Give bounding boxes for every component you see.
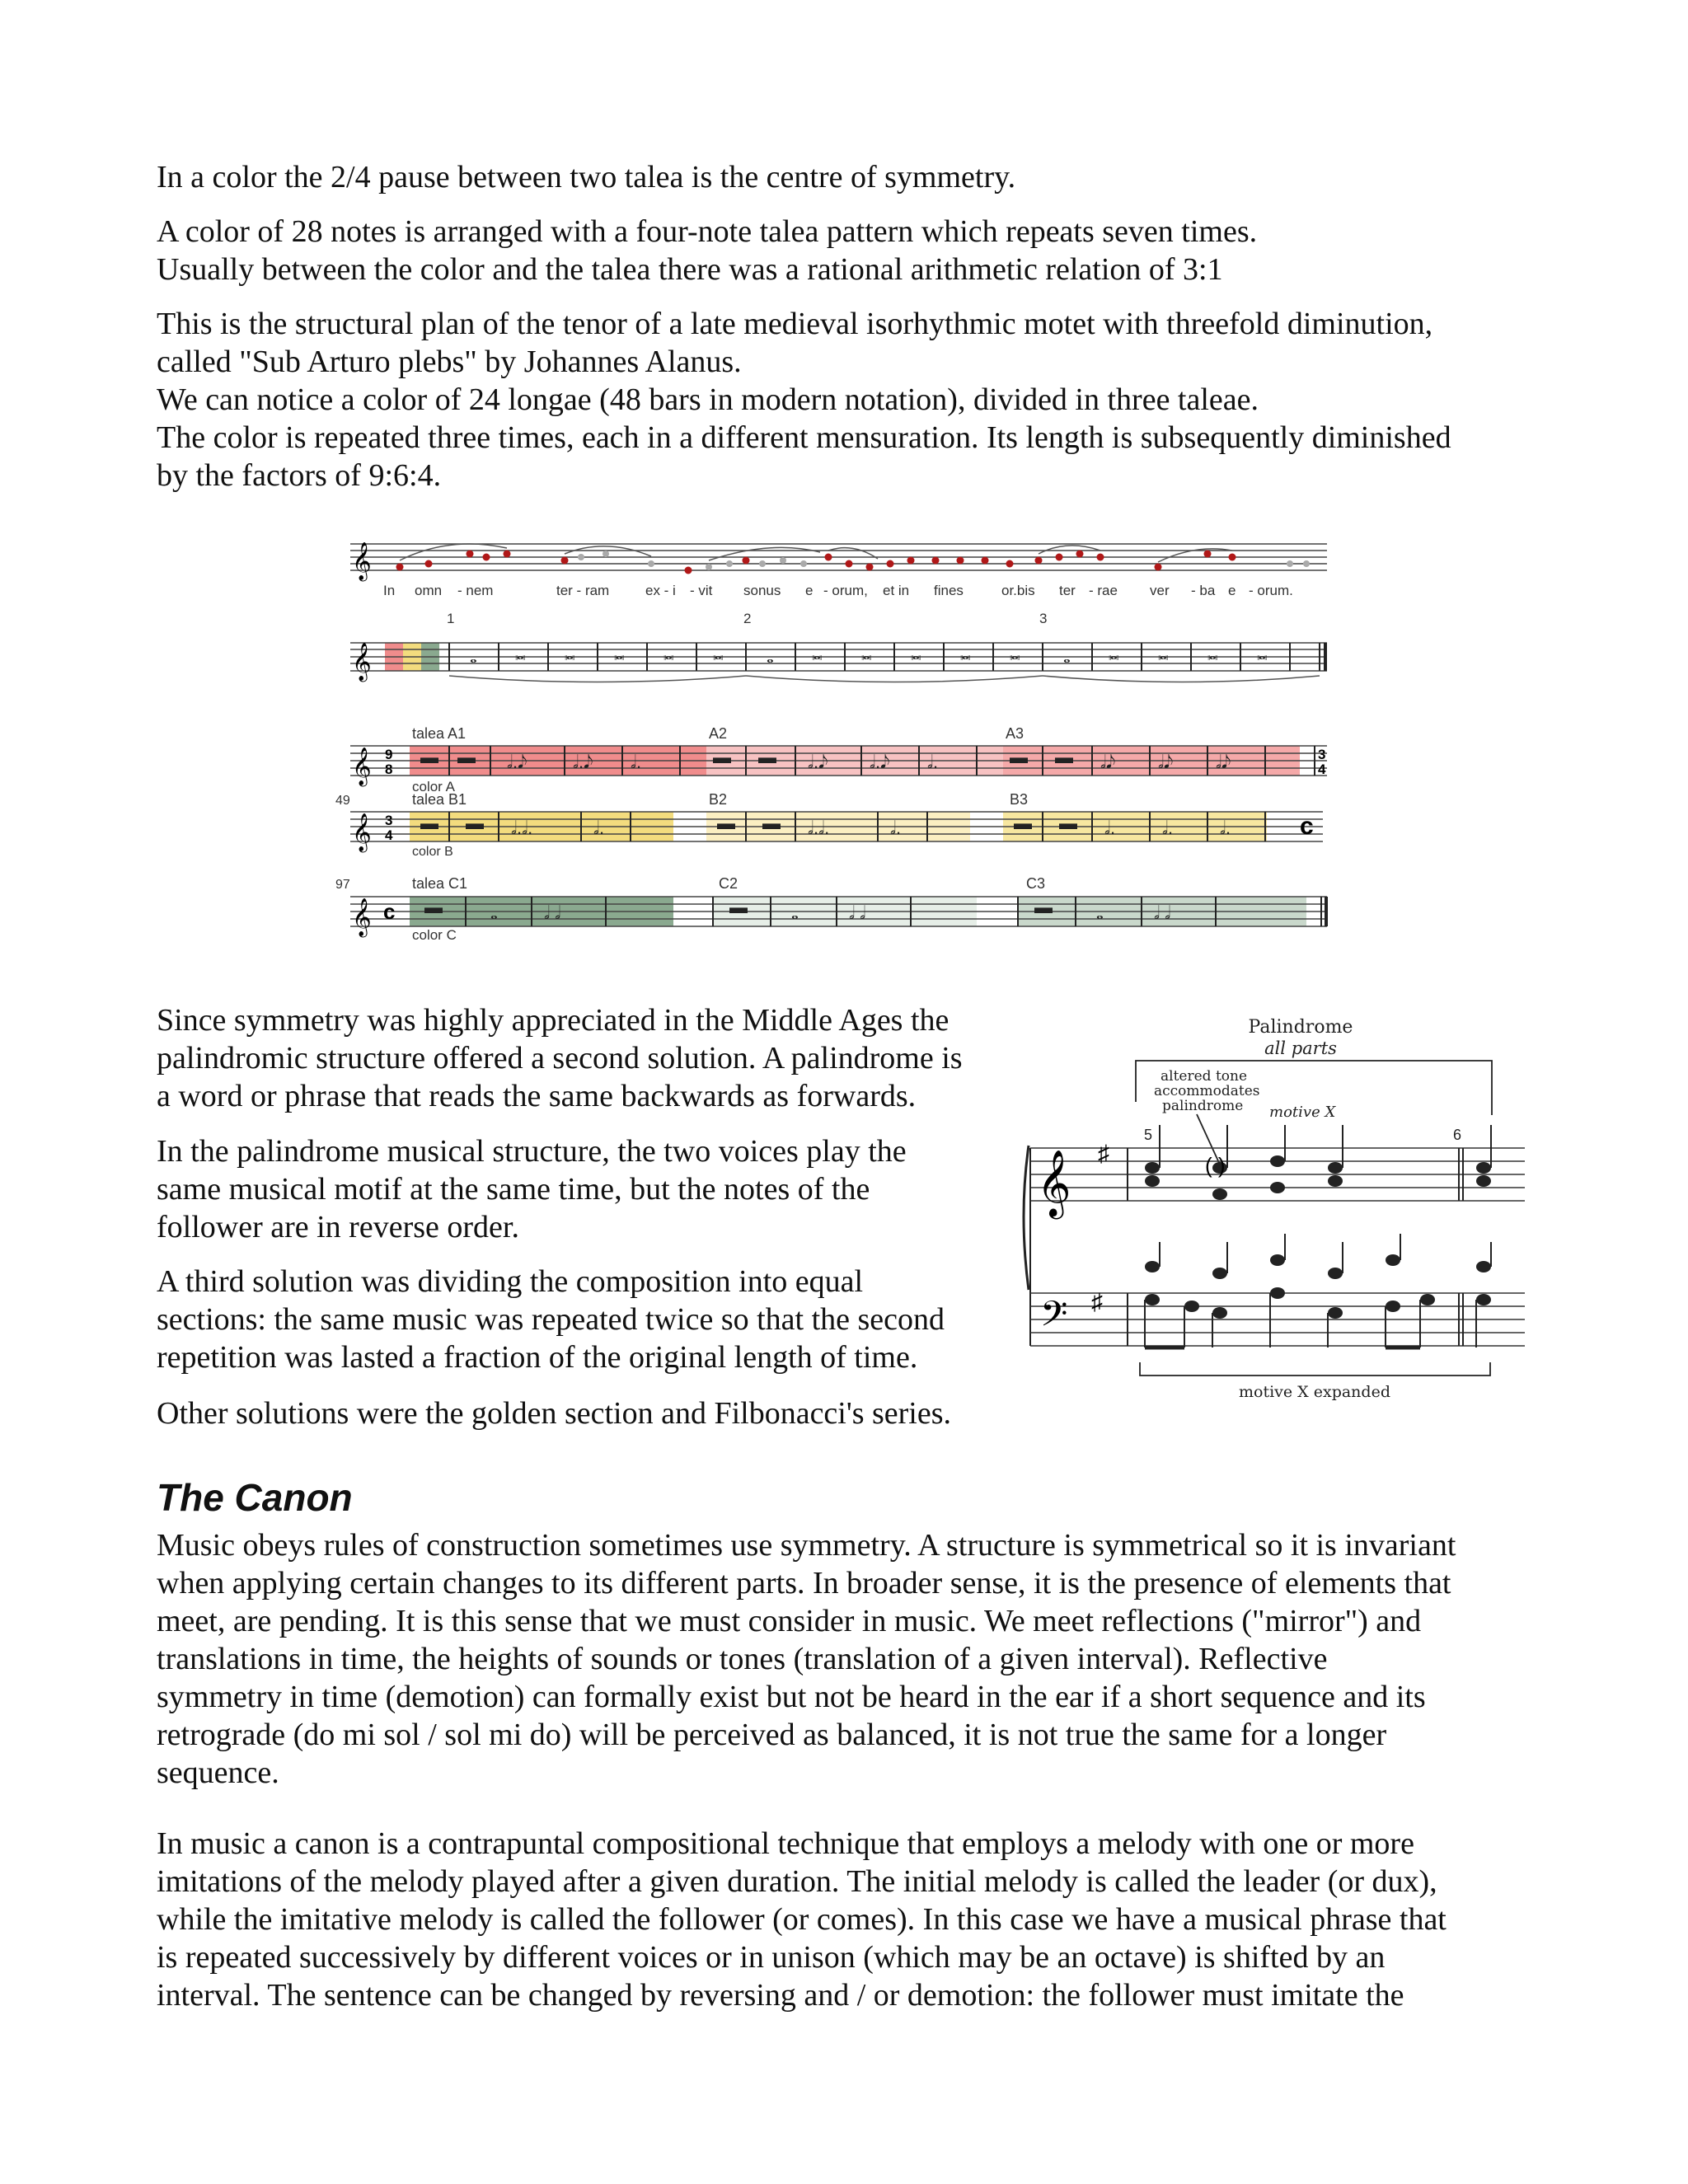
text-line: sequence. <box>157 1755 279 1790</box>
svg-text:▬: ▬ <box>1059 813 1077 833</box>
measure-number: 6 <box>1453 1127 1462 1143</box>
lyric: ter - ram <box>556 583 610 598</box>
text-line: The color is repeated three times, each in a different mensuration. Its length is subsequently diminished <box>157 420 1451 455</box>
svg-text:𝅜: 𝅜 <box>960 643 971 663</box>
svg-text:𝅗𝅥𝅘𝅥𝅮: 𝅗𝅥𝅘𝅥𝅮 <box>1158 752 1174 772</box>
talea-label: talea C1 <box>412 875 468 892</box>
paragraph-palindrome-structure <box>157 1132 1030 1246</box>
measure-number: 97 <box>335 878 350 892</box>
measure-number: 49 <box>335 794 350 808</box>
annotation-line: accommodates <box>1154 1083 1260 1099</box>
svg-text:𝅜: 𝅜 <box>1158 643 1169 663</box>
svg-text:▬: ▬ <box>717 813 735 833</box>
chant-staff <box>350 542 1327 598</box>
svg-text:𝅜: 𝅜 <box>911 643 921 663</box>
text-line: when applying certain changes to its different parts. In broader sense, it is the presence of elements that <box>157 1566 1451 1601</box>
svg-text:𝅜: 𝅜 <box>515 643 526 663</box>
svg-text:▬: ▬ <box>1055 747 1073 767</box>
lyric: ver <box>1150 583 1170 598</box>
lyric: ex - i <box>645 583 676 598</box>
text-line: is repeated successively by different voices or in unison (which may be an octave) is shifted by an <box>157 1940 1386 1975</box>
svg-text:▬: ▬ <box>729 897 748 917</box>
text-line: In the palindrome musical structure, the two voices play the <box>157 1134 907 1169</box>
svg-text:𝅝: 𝅝 <box>470 646 477 667</box>
paragraph-structural-plan <box>157 305 1541 494</box>
svg-text:𝅜: 𝅜 <box>861 643 872 663</box>
text-line: while the imitative melody is called the follower (or comes). In this case we have a musical phrase that <box>157 1902 1447 1937</box>
figure-title: Palindrome <box>1248 1017 1353 1038</box>
lyric: - ba <box>1191 583 1216 598</box>
paragraph-symmetry-centre: In a color the 2/4 pause between two talea is the centre of symmetry. <box>157 160 1016 194</box>
section-number: 2 <box>743 611 752 626</box>
time-signature: 3 <box>385 813 393 828</box>
lyric: sonus <box>743 583 781 598</box>
paragraph-canon-definition <box>157 1825 1541 2014</box>
paragraph-palindrome-solution <box>157 1001 1030 1115</box>
talea-label: C2 <box>719 875 738 892</box>
svg-text:𝅝: 𝅝 <box>767 646 774 667</box>
measure-number: 5 <box>1144 1127 1153 1143</box>
svg-text:𝅜: 𝅜 <box>565 643 575 663</box>
text-line: sections: the same music was repeated twice so that the second <box>157 1302 945 1337</box>
bass-clef-icon: 𝄢 <box>1040 1295 1068 1343</box>
svg-text:𝅜: 𝅜 <box>663 643 674 663</box>
text-line: Music obeys rules of construction sometimes use symmetry. A structure is symmetrical so it is invariant <box>157 1528 1456 1563</box>
svg-text:▬: ▬ <box>762 813 781 833</box>
svg-text:𝅗𝅥 𝅗𝅥: 𝅗𝅥 𝅗𝅥 <box>544 902 561 923</box>
treble-clef-icon: 𝄞 <box>352 543 372 579</box>
common-time-icon: c <box>1300 813 1314 840</box>
text-line: follower are in reverse order. <box>157 1210 519 1244</box>
color-label: color C <box>412 927 457 943</box>
text-line: called "Sub Arturo plebs" by Johannes Alanus. <box>157 344 742 379</box>
bass-notes <box>1145 1254 1491 1319</box>
text-line: Since symmetry was highly appreciated in the Middle Ages the <box>157 1003 950 1038</box>
expanded-label: motive X expanded <box>1238 1383 1391 1401</box>
text-line: interval. The sentence can be changed by reversing and / or demotion: the follower must imitate the <box>157 1978 1404 2013</box>
text-line: a word or phrase that reads the same backwards as forwards. <box>157 1079 917 1113</box>
svg-text:▬: ▬ <box>466 813 484 833</box>
svg-text:▬: ▬ <box>1034 897 1053 917</box>
lyric: - nem <box>457 583 494 598</box>
svg-text:𝅜: 𝅜 <box>1257 643 1268 663</box>
figure-subtitle: all parts <box>1264 1038 1337 1058</box>
talea-label: talea B1 <box>412 791 467 808</box>
text-line: by the factors of 9:6:4. <box>157 458 442 493</box>
svg-text:𝅜: 𝅜 <box>614 643 625 663</box>
svg-text:𝅗𝅥.: 𝅗𝅥. <box>890 818 902 838</box>
time-signature: 9 <box>385 747 393 762</box>
lyric: - vit <box>690 583 713 598</box>
svg-text:▬: ▬ <box>420 747 438 767</box>
annotation-line: altered tone <box>1160 1068 1248 1085</box>
svg-text:𝅗𝅥.𝅘𝅥𝅮: 𝅗𝅥.𝅘𝅥𝅮 <box>573 752 593 772</box>
talea-label: B3 <box>1010 791 1029 808</box>
paragraph-equal-sections <box>157 1263 1030 1376</box>
paragraph-color-talea <box>157 213 1541 288</box>
paragraph-other-solutions: Other solutions were the golden section and Filbonacci's series. <box>157 1396 952 1431</box>
motive-label: motive X <box>1269 1104 1336 1121</box>
svg-text:𝅝: 𝅝 <box>1063 646 1071 667</box>
treble-clef-icon: 𝄞 <box>352 644 372 680</box>
svg-text:𝅗𝅥.𝅘𝅥𝅮: 𝅗𝅥.𝅘𝅥𝅮 <box>507 752 528 772</box>
treble-clef-icon: 𝄞 <box>352 814 372 851</box>
lyric: ter <box>1059 583 1076 598</box>
svg-text:𝅝: 𝅝 <box>1096 902 1104 923</box>
svg-text:𝅗𝅥𝅘𝅥𝅮: 𝅗𝅥𝅘𝅥𝅮 <box>1216 752 1231 772</box>
lyric: e <box>1228 583 1236 598</box>
svg-text:𝅜: 𝅜 <box>1010 643 1020 663</box>
time-signature: 3 <box>1318 747 1326 762</box>
section-number: 1 <box>447 611 455 626</box>
lyric: e <box>805 583 814 598</box>
svg-text:𝅗𝅥𝅘𝅥𝅮: 𝅗𝅥𝅘𝅥𝅮 <box>1100 752 1116 772</box>
text-line: translations in time, the heights of sounds or tones (translation of a given interval). Reflective <box>157 1642 1328 1676</box>
svg-text:𝅗𝅥.𝅘𝅥𝅮: 𝅗𝅥.𝅘𝅥𝅮 <box>808 752 828 772</box>
svg-text:▬: ▬ <box>1010 747 1028 767</box>
text-line: same musical motif at the same time, but the notes of the <box>157 1172 870 1207</box>
paragraph-symmetry-rules <box>157 1526 1541 1792</box>
parenthesis-icon: ( ) <box>1205 1153 1226 1178</box>
text-line: meet, are pending. It is this sense that we must consider in music. We meet reflections ("mirror") and <box>157 1604 1422 1638</box>
isorhythmic-score-figure <box>334 519 1343 948</box>
tenor-overview-staff <box>350 611 1327 682</box>
time-signature: 8 <box>385 762 393 777</box>
brace-icon <box>1024 1146 1029 1290</box>
treble-clef-icon: 𝄞 <box>352 899 372 935</box>
color-label: color B <box>412 845 453 859</box>
talea-b-staff <box>335 791 1323 859</box>
lyric: et in <box>883 583 910 598</box>
talea-label: C3 <box>1026 875 1046 892</box>
talea-label: B2 <box>709 791 728 808</box>
svg-text:𝅗𝅥 𝅗𝅥: 𝅗𝅥 𝅗𝅥 <box>849 902 866 923</box>
text-line: Usually between the color and the talea there was a rational arithmetic relation of 3:1 <box>157 252 1223 287</box>
svg-text:𝅗𝅥.: 𝅗𝅥. <box>1162 818 1174 838</box>
svg-text:𝅗𝅥 𝅗𝅥: 𝅗𝅥 𝅗𝅥 <box>1154 902 1171 923</box>
talea-label: talea A1 <box>412 725 467 742</box>
palindrome-score-figure <box>1022 1010 1533 1405</box>
svg-text:𝅗𝅥.𝅗𝅥.: 𝅗𝅥.𝅗𝅥. <box>511 818 533 838</box>
svg-text:𝅗𝅥.: 𝅗𝅥. <box>593 818 605 838</box>
svg-text:𝅗𝅥.𝅗𝅥.: 𝅗𝅥.𝅗𝅥. <box>808 818 830 838</box>
text-line: We can notice a color of 24 longae (48 bars in modern notation), divided in three taleae. <box>157 382 1259 417</box>
svg-text:𝅗𝅥.: 𝅗𝅥. <box>1220 818 1231 838</box>
svg-text:▬: ▬ <box>457 747 476 767</box>
section-number: 3 <box>1039 611 1048 626</box>
text-line: imitations of the melody played after a given duration. The initial melody is called the leader (or dux), <box>157 1864 1437 1899</box>
svg-text:𝅝: 𝅝 <box>791 902 799 923</box>
treble-notes <box>1145 1155 1491 1200</box>
time-signature: 4 <box>1318 762 1326 777</box>
svg-text:𝅗𝅥.: 𝅗𝅥. <box>631 752 642 772</box>
sharp-icon: ♯ <box>1091 1289 1103 1315</box>
svg-text:𝅜: 𝅜 <box>1207 643 1218 663</box>
svg-text:𝅗𝅥.𝅘𝅥𝅮: 𝅗𝅥.𝅘𝅥𝅮 <box>870 752 890 772</box>
annotation-line: palindrome <box>1162 1098 1244 1114</box>
svg-text:▬: ▬ <box>424 897 443 917</box>
sharp-icon: ♯ <box>1098 1141 1109 1166</box>
talea-label: A2 <box>709 725 728 742</box>
svg-text:𝅝: 𝅝 <box>490 902 498 923</box>
lyric: - rae <box>1089 583 1118 598</box>
section-heading: The Canon <box>157 1476 353 1519</box>
talea-c-staff <box>335 875 1327 943</box>
text-line: symmetry in time (demotion) can formally exist but not be heard in the ear if a short sequence and its <box>157 1680 1426 1714</box>
svg-text:▬: ▬ <box>420 813 438 833</box>
text-line: retrograde (do mi sol / sol mi do) will be perceived as balanced, it is not true the same for a longer <box>157 1718 1387 1752</box>
text-line: A third solution was dividing the composition into equal <box>157 1264 864 1299</box>
svg-text:▬: ▬ <box>1014 813 1032 833</box>
common-time-icon: c <box>383 899 396 924</box>
svg-text:𝅗𝅥.: 𝅗𝅥. <box>927 752 939 772</box>
lyric: In <box>383 583 396 598</box>
lyric: omn <box>415 583 443 598</box>
time-signature: 4 <box>385 827 393 843</box>
color-label: color A <box>412 779 455 794</box>
text-line: A color of 28 notes is arranged with a four-note talea pattern which repeats seven times. <box>157 214 1258 249</box>
text-line: palindromic structure offered a second solution. A palindrome is <box>157 1041 963 1076</box>
treble-clef-icon: 𝄞 <box>352 748 372 785</box>
lyric: - orum, <box>823 583 868 598</box>
svg-text:▬: ▬ <box>713 747 731 767</box>
lyric: - orum. <box>1249 583 1293 598</box>
svg-text:𝅜: 𝅜 <box>812 643 823 663</box>
treble-clef-icon: 𝄞 <box>1037 1151 1071 1215</box>
lyric: or.bis <box>1001 583 1035 598</box>
svg-text:▬: ▬ <box>758 747 776 767</box>
svg-text:𝅜: 𝅜 <box>1109 643 1119 663</box>
talea-a-staff <box>350 725 1327 794</box>
talea-label: A3 <box>1006 725 1025 742</box>
text-line: This is the structural plan of the tenor of a late medieval isorhythmic motet with threefold diminution, <box>157 307 1433 341</box>
text-line: repetition was lasted a fraction of the original length of time. <box>157 1340 918 1375</box>
lyric: fines <box>934 583 964 598</box>
svg-text:𝅜: 𝅜 <box>713 643 724 663</box>
svg-text:𝅗𝅥.: 𝅗𝅥. <box>1104 818 1116 838</box>
text-line: In music a canon is a contrapuntal compositional technique that employs a melody with one or more <box>157 1826 1414 1861</box>
